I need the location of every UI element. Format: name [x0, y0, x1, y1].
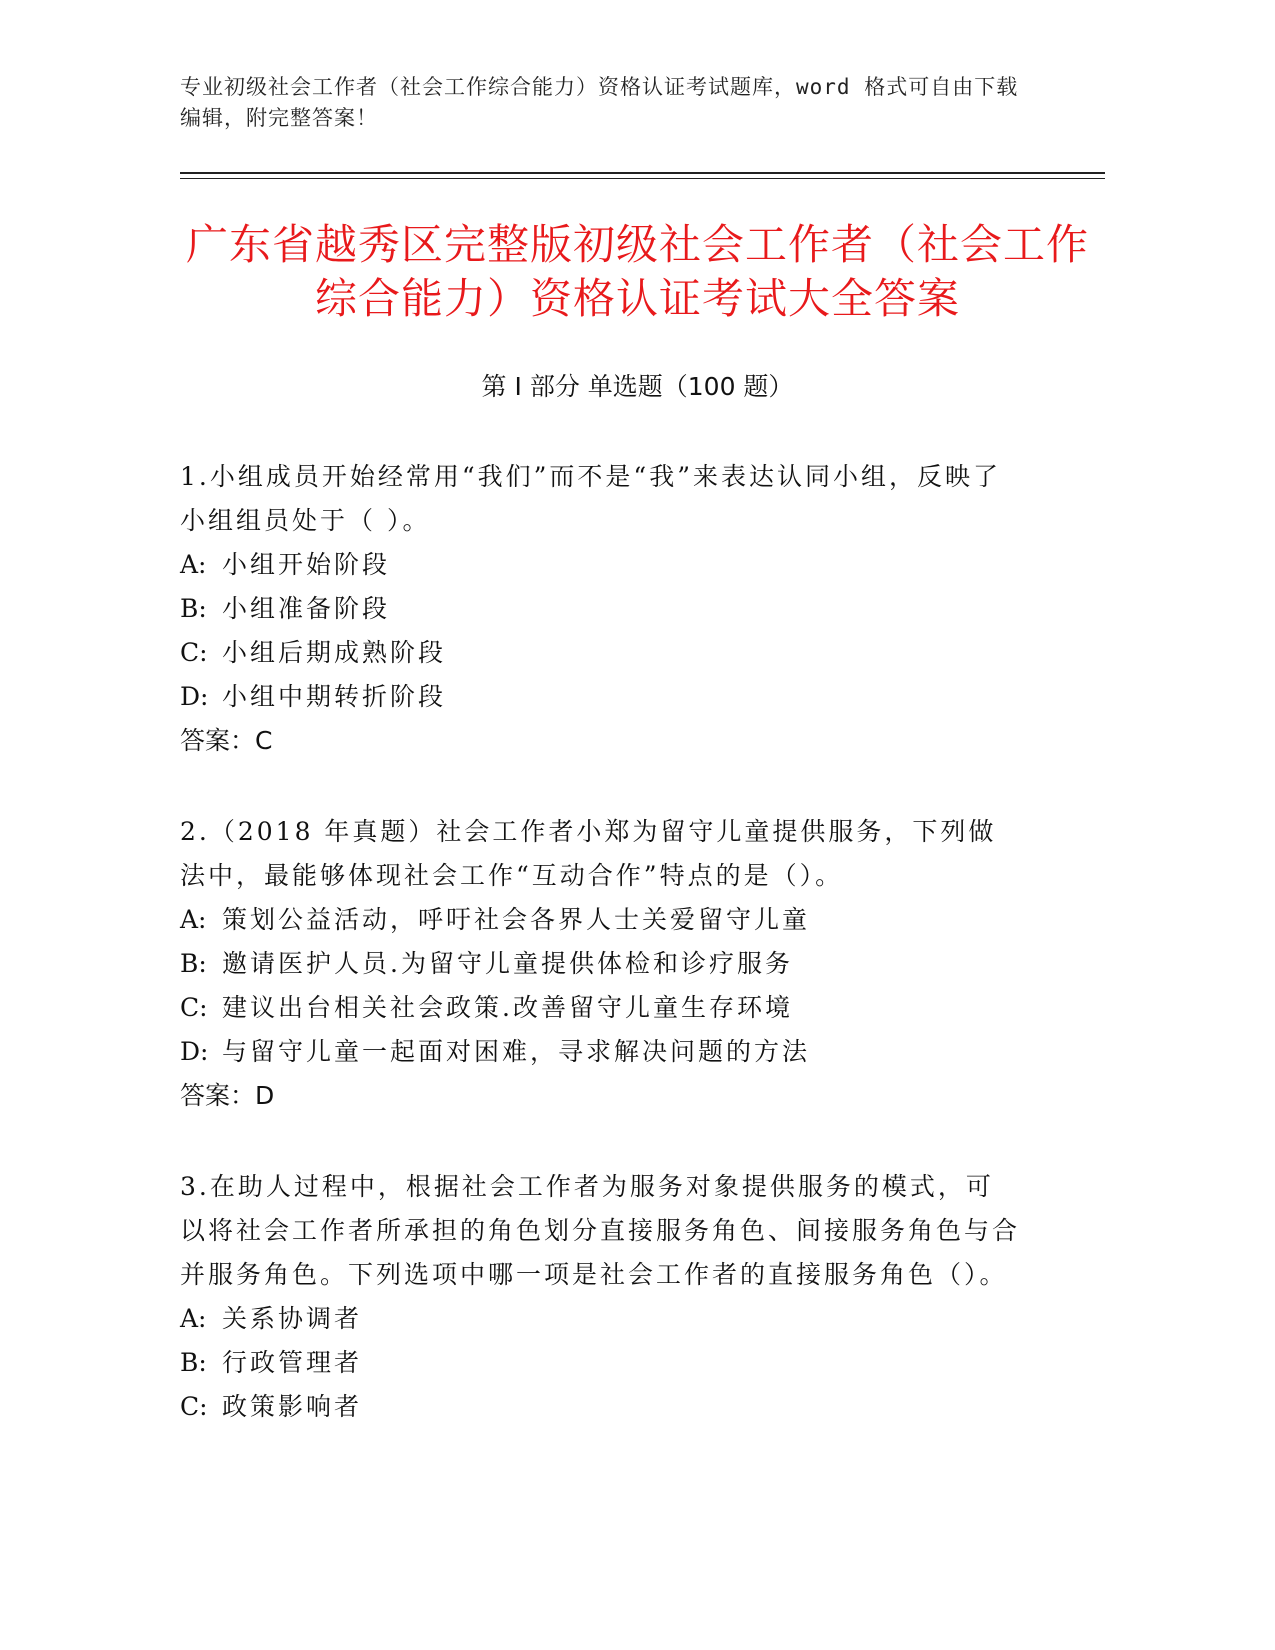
option-letter: B:: [180, 949, 207, 978]
question-2: [180, 810, 1020, 1118]
option-letter: A:: [180, 1304, 207, 1333]
option-text: 小组后期成熟阶段: [222, 638, 447, 667]
answer-line: 答案：D: [180, 1081, 275, 1110]
option-text: 小组开始阶段: [222, 550, 391, 579]
answer-line: 答案：C: [180, 726, 273, 755]
option-letter: C:: [180, 1392, 208, 1421]
option-text: 行政管理者: [222, 1348, 363, 1377]
question-stem: 2.（2018 年真题）社会工作者小郑为留守儿童提供服务，下列做法中，最能够体现社会工作“互动合作”特点的是（）。: [180, 817, 997, 890]
option-text: 邀请医护人员.为留守儿童提供体检和诊疗服务: [222, 949, 793, 978]
option-text: 建议出台相关社会政策.改善留守儿童生存环境: [222, 993, 793, 1022]
document-title: 广东省越秀区完整版初级社会工作者（社会工作综合能力）资格认证考试大全答案: [185, 220, 1089, 323]
option-letter: A:: [180, 550, 207, 579]
header-divider-thick: [180, 172, 1105, 174]
option-text: 与留守儿童一起面对困难，寻求解决问题的方法: [222, 1037, 811, 1066]
option-d: [180, 1030, 1020, 1074]
option-d: [180, 675, 1020, 719]
option-b: [180, 587, 1020, 631]
question-list: [180, 455, 1020, 1476]
option-text: 关系协调者: [222, 1304, 363, 1333]
option-a: [180, 898, 1020, 942]
option-letter: D:: [180, 1037, 209, 1066]
question-stem: 1.小组成员开始经常用“我们”而不是“我”来表达认同小组，反映了小组组员处于（ ）。: [180, 462, 1001, 535]
question-1: [180, 455, 1020, 763]
option-letter: A:: [180, 905, 207, 934]
header-note: 专业初级社会工作者（社会工作综合能力）资格认证考试题库，word 格式可自由下载编辑，附完整答案！: [180, 75, 1019, 130]
option-c: [180, 631, 1020, 675]
option-b: [180, 942, 1020, 986]
option-c: [180, 986, 1020, 1030]
option-text: 小组准备阶段: [222, 594, 391, 623]
option-letter: B:: [180, 1348, 207, 1377]
option-letter: C:: [180, 993, 208, 1022]
section-heading: 第 I 部分 单选题（100 题）: [481, 372, 794, 401]
option-letter: B:: [180, 594, 207, 623]
option-a: [180, 1297, 1020, 1341]
option-letter: C:: [180, 638, 208, 667]
option-b: [180, 1341, 1020, 1385]
question-stem: 3.在助人过程中，根据社会工作者为服务对象提供服务的模式，可以将社会工作者所承担的角色划分直接服务角色、间接服务角色与合并服务角色。下列选项中哪一项是社会工作者的直接服务角色（）。: [180, 1172, 1021, 1289]
option-text: 策划公益活动，呼吁社会各界人士关爱留守儿童: [222, 905, 811, 934]
option-text: 政策影响者: [222, 1392, 363, 1421]
question-3: [180, 1165, 1020, 1429]
option-c: [180, 1385, 1020, 1429]
option-a: [180, 543, 1020, 587]
header-divider-thin: [180, 178, 1105, 179]
option-letter: D:: [180, 682, 209, 711]
option-text: 小组中期转折阶段: [222, 682, 447, 711]
